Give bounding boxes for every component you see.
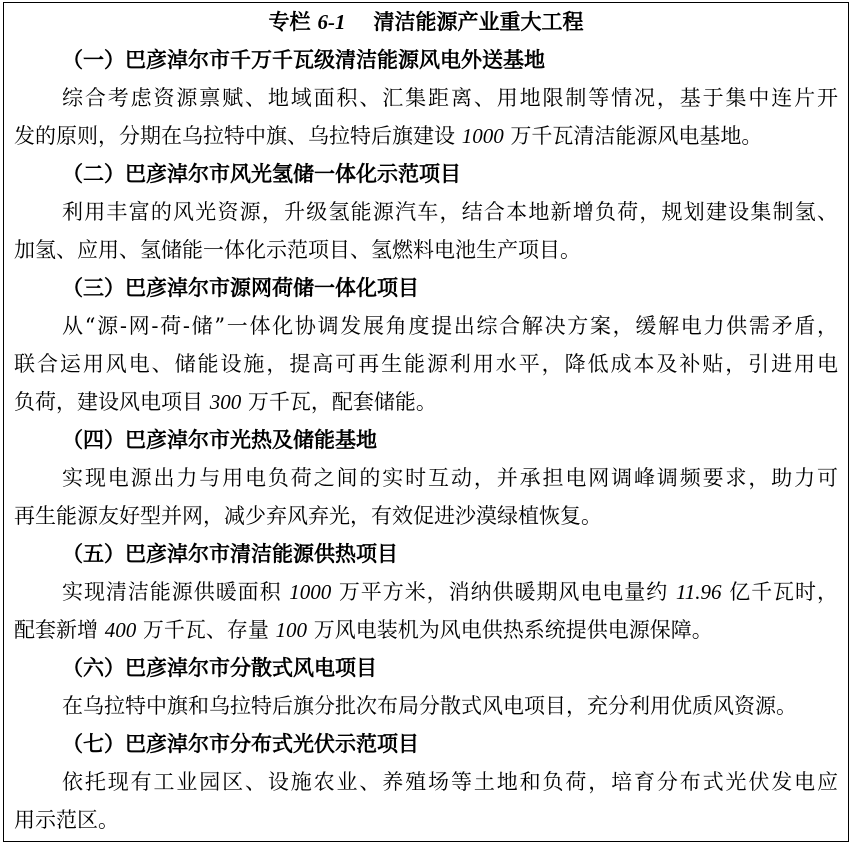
paragraph-line xyxy=(14,763,838,801)
line-text: 万千瓦清洁能源风电基地。 xyxy=(503,124,763,148)
paragraph-line xyxy=(14,801,838,839)
line-text: 配套新增 xyxy=(14,618,105,642)
paragraph-line xyxy=(14,383,838,421)
paragraph-line xyxy=(14,687,838,725)
section-7 xyxy=(14,725,838,839)
section-paragraph xyxy=(14,459,838,535)
line-text: 负荷，建设风电项目 xyxy=(14,390,210,414)
line-text: 实现电源出力与用电负荷之间的实时互动，并承担电网调峰调频要求，助力可 xyxy=(62,466,838,490)
figure-value: 400 xyxy=(104,618,137,642)
line-text: 万平方米，消纳供暖期风电电量约 xyxy=(331,580,676,604)
title-text: 清洁能源产业重大工程 xyxy=(373,9,584,34)
paragraph-line xyxy=(14,497,838,535)
line-text: 在乌拉特中旗和乌拉特后旗分批次布局分散式风电项目，充分利用优质风资源。 xyxy=(62,694,797,718)
paragraph-line xyxy=(14,193,838,231)
line-text: 用示范区。 xyxy=(14,808,119,832)
title-label: 专栏 xyxy=(268,9,311,34)
paragraph-line xyxy=(14,79,838,117)
figure-value: 1000 xyxy=(461,124,504,148)
section-paragraph xyxy=(14,763,838,839)
line-text: 万千瓦、存量 xyxy=(136,618,276,642)
section-paragraph xyxy=(14,573,838,649)
line-text: 从“源-网-荷-储”一体化协调发展角度提出综合解决方案，缓解电力供需矛盾， xyxy=(62,314,838,338)
figure-value: 1000 xyxy=(289,580,332,604)
figure-value: 300 xyxy=(209,390,242,414)
section-heading: （四）巴彦淖尔市光热及储能基地 xyxy=(62,427,377,452)
column-box xyxy=(3,2,849,842)
figure-value: 11.96 xyxy=(675,580,722,604)
paragraph-line xyxy=(14,345,838,383)
paragraph-line xyxy=(14,459,838,497)
paragraph-line xyxy=(14,231,838,269)
section-heading: （一）巴彦淖尔市千万千瓦级清洁能源风电外送基地 xyxy=(62,47,545,72)
line-text: 亿千瓦时， xyxy=(721,580,838,604)
section-3 xyxy=(14,269,838,421)
paragraph-line xyxy=(14,117,838,155)
section-heading: （五）巴彦淖尔市清洁能源供热项目 xyxy=(62,541,398,566)
paragraph-line xyxy=(14,307,838,345)
line-text: 依托现有工业园区、设施农业、养殖场等土地和负荷，培育分布式光伏发电应 xyxy=(62,770,838,794)
line-text: 实现清洁能源供暖面积 xyxy=(62,580,290,604)
paragraph-line xyxy=(14,573,838,611)
line-text: 再生能源友好型并网，减少弃风弃光，有效促进沙漠绿植恢复。 xyxy=(14,504,602,528)
section-2 xyxy=(14,155,838,269)
paragraph-line xyxy=(14,611,838,649)
section-paragraph xyxy=(14,79,838,155)
line-text: 综合考虑资源禀赋、地域面积、汇集距离、用地限制等情况，基于集中连片开 xyxy=(62,86,838,110)
section-4 xyxy=(14,421,838,535)
figure-value: 100 xyxy=(275,618,308,642)
project-sections xyxy=(14,41,838,839)
section-5 xyxy=(14,535,838,649)
line-text: 联合运用风电、储能设施，提高可再生能源利用水平，降低成本及补贴，引进用电 xyxy=(14,352,838,376)
section-1 xyxy=(14,41,838,155)
line-text: 利用丰富的风光资源，升级氢能源汽车，结合本地新增负荷，规划建设集制氢、 xyxy=(62,200,838,224)
line-text: 加氢、应用、氢储能一体化示范项目、氢燃料电池生产项目。 xyxy=(14,238,581,262)
section-paragraph xyxy=(14,307,838,421)
line-text: 万千瓦，配套储能。 xyxy=(241,390,437,414)
section-heading: （七）巴彦淖尔市分布式光伏示范项目 xyxy=(62,731,419,756)
section-paragraph xyxy=(14,687,838,725)
section-heading: （二）巴彦淖尔市风光氢储一体化示范项目 xyxy=(62,161,461,186)
column-title xyxy=(14,3,838,41)
section-6 xyxy=(14,649,838,725)
line-text: 万风电装机为风电供热系统提供电源保障。 xyxy=(307,618,713,642)
section-paragraph xyxy=(14,193,838,269)
line-text: 发的原则，分期在乌拉特中旗、乌拉特后旗建设 xyxy=(14,124,462,148)
section-heading: （六）巴彦淖尔市分散式风电项目 xyxy=(62,655,377,680)
title-number: 6-1 xyxy=(317,10,346,34)
section-heading: （三）巴彦淖尔市源网荷储一体化项目 xyxy=(62,275,419,300)
